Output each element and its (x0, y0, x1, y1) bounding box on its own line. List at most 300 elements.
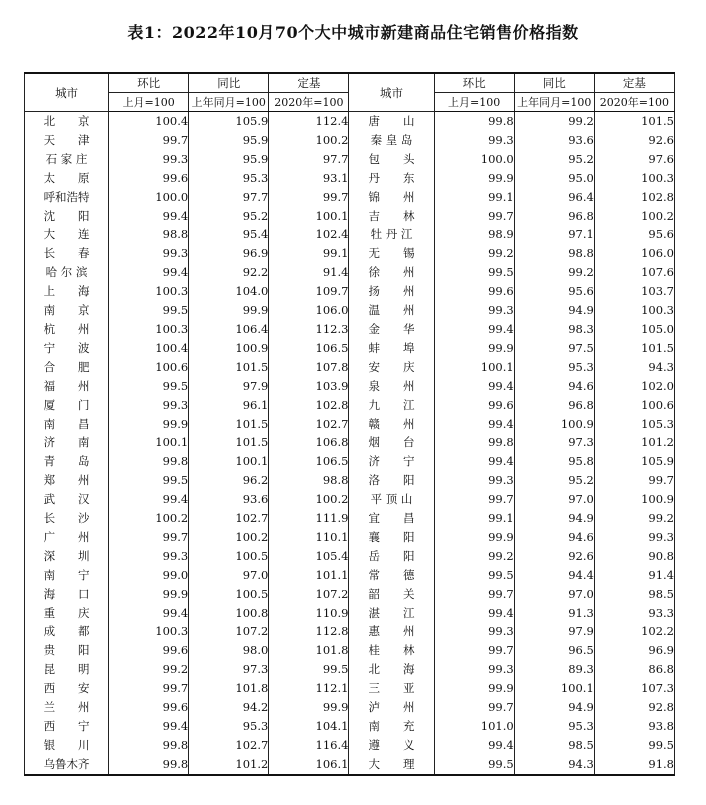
cell-dj-right: 107.6 (594, 263, 674, 282)
cell-dj-right: 102.8 (594, 188, 674, 207)
table-row (25, 679, 675, 698)
cell-city-left: 南 宁 (25, 566, 109, 585)
cell-hb-left: 99.6 (109, 169, 189, 188)
cell-hb-left: 99.5 (109, 377, 189, 396)
cell-hb-left: 99.3 (109, 150, 189, 169)
table-row (25, 112, 675, 131)
cell-hb-right: 99.8 (434, 433, 514, 452)
cell-dj-left: 99.9 (269, 698, 349, 717)
cell-city-left: 南 昌 (25, 415, 109, 434)
cell-city-left: 广 州 (25, 528, 109, 547)
header-hb-right: 环比 (434, 73, 514, 93)
cell-tb-right: 89.3 (514, 660, 594, 679)
table-row (25, 131, 675, 150)
cell-city-right: 丹 东 (349, 169, 434, 188)
cell-hb-left: 99.3 (109, 547, 189, 566)
cell-tb-left: 102.7 (189, 509, 269, 528)
cell-city-right: 无 锡 (349, 244, 434, 263)
cell-city-right: 宜 昌 (349, 509, 434, 528)
cell-city-left: 深 圳 (25, 547, 109, 566)
cell-city-left: 西 宁 (25, 717, 109, 736)
cell-dj-left: 101.8 (269, 641, 349, 660)
cell-dj-right: 100.6 (594, 396, 674, 415)
cell-tb-left: 100.5 (189, 547, 269, 566)
cell-city-right: 蚌 埠 (349, 339, 434, 358)
cell-city-right: 安 庆 (349, 358, 434, 377)
table-row (25, 301, 675, 320)
cell-tb-left: 101.5 (189, 433, 269, 452)
cell-tb-right: 91.3 (514, 604, 594, 623)
cell-dj-right: 93.3 (594, 604, 674, 623)
cell-city-right: 遵 义 (349, 736, 434, 755)
cell-dj-right: 100.3 (594, 301, 674, 320)
header-dj-right: 定基 (594, 73, 674, 93)
cell-hb-right: 99.7 (434, 490, 514, 509)
cell-hb-right: 99.6 (434, 396, 514, 415)
cell-hb-right: 99.2 (434, 547, 514, 566)
cell-tb-left: 95.2 (189, 207, 269, 226)
cell-tb-right: 96.8 (514, 396, 594, 415)
cell-city-left: 乌鲁木齐 (25, 755, 109, 775)
cell-tb-right: 95.2 (514, 471, 594, 490)
cell-city-left: 沈 阳 (25, 207, 109, 226)
cell-dj-left: 106.8 (269, 433, 349, 452)
cell-hb-left: 99.4 (109, 263, 189, 282)
cell-city-right: 温 州 (349, 301, 434, 320)
cell-hb-right: 99.7 (434, 698, 514, 717)
cell-city-right: 南 充 (349, 717, 434, 736)
cell-tb-right: 94.9 (514, 698, 594, 717)
table-row (25, 452, 675, 471)
cell-tb-left: 101.5 (189, 358, 269, 377)
cell-tb-left: 97.7 (189, 188, 269, 207)
cell-hb-right: 99.5 (434, 755, 514, 775)
cell-tb-right: 95.8 (514, 452, 594, 471)
cell-dj-right: 105.0 (594, 320, 674, 339)
cell-hb-right: 99.7 (434, 585, 514, 604)
cell-city-right: 吉 林 (349, 207, 434, 226)
cell-hb-left: 99.8 (109, 452, 189, 471)
cell-city-left: 贵 阳 (25, 641, 109, 660)
cell-tb-left: 95.9 (189, 131, 269, 150)
table-header (25, 73, 675, 112)
cell-tb-left: 100.8 (189, 604, 269, 623)
cell-dj-right: 92.8 (594, 698, 674, 717)
cell-dj-left: 91.4 (269, 263, 349, 282)
header-dj-left: 定基 (269, 73, 349, 93)
cell-hb-right: 99.4 (434, 736, 514, 755)
table-row (25, 717, 675, 736)
cell-tb-right: 95.3 (514, 358, 594, 377)
cell-tb-left: 93.6 (189, 490, 269, 509)
cell-city-right: 金 华 (349, 320, 434, 339)
cell-hb-right: 99.4 (434, 452, 514, 471)
table-row (25, 433, 675, 452)
cell-tb-right: 97.5 (514, 339, 594, 358)
cell-dj-right: 93.8 (594, 717, 674, 736)
header-city-left: 城市 (25, 73, 109, 112)
cell-hb-left: 99.7 (109, 679, 189, 698)
cell-hb-left: 100.3 (109, 320, 189, 339)
cell-city-left: 重 庆 (25, 604, 109, 623)
header-city-right: 城市 (349, 73, 434, 112)
price-index-table (24, 72, 675, 776)
cell-dj-left: 97.7 (269, 150, 349, 169)
cell-city-left: 宁 波 (25, 339, 109, 358)
table-row (25, 339, 675, 358)
cell-city-left: 济 南 (25, 433, 109, 452)
cell-city-right: 三 亚 (349, 679, 434, 698)
cell-city-right: 岳 阳 (349, 547, 434, 566)
cell-tb-right: 95.0 (514, 169, 594, 188)
cell-city-right: 襄 阳 (349, 528, 434, 547)
table-row (25, 736, 675, 755)
cell-tb-left: 106.4 (189, 320, 269, 339)
table-row (25, 169, 675, 188)
table-row (25, 528, 675, 547)
cell-dj-left: 106.5 (269, 452, 349, 471)
cell-tb-right: 99.2 (514, 112, 594, 131)
cell-hb-right: 99.4 (434, 320, 514, 339)
cell-hb-right: 99.1 (434, 509, 514, 528)
cell-hb-left: 100.3 (109, 282, 189, 301)
table-title: 表1：2022年10月70个大中城市新建商品住宅销售价格指数 (127, 23, 579, 42)
cell-hb-right: 99.5 (434, 263, 514, 282)
cell-hb-right: 99.7 (434, 207, 514, 226)
cell-city-right: 牡 丹 江 (349, 225, 434, 244)
cell-tb-right: 93.6 (514, 131, 594, 150)
cell-hb-left: 99.9 (109, 415, 189, 434)
cell-city-right: 惠 州 (349, 622, 434, 641)
table-row (25, 188, 675, 207)
cell-city-right: 济 宁 (349, 452, 434, 471)
cell-city-right: 平 顶 山 (349, 490, 434, 509)
cell-city-right: 唐 山 (349, 112, 434, 131)
cell-hb-left: 99.0 (109, 566, 189, 585)
cell-tb-right: 94.3 (514, 755, 594, 775)
cell-city-right: 包 头 (349, 150, 434, 169)
cell-tb-left: 97.3 (189, 660, 269, 679)
cell-hb-left: 99.4 (109, 604, 189, 623)
cell-city-right: 泸 州 (349, 698, 434, 717)
cell-tb-left: 96.2 (189, 471, 269, 490)
cell-dj-left: 93.1 (269, 169, 349, 188)
table-row (25, 471, 675, 490)
cell-hb-left: 99.3 (109, 244, 189, 263)
cell-hb-right: 99.3 (434, 131, 514, 150)
table-row (25, 641, 675, 660)
cell-city-right: 北 海 (349, 660, 434, 679)
cell-hb-left: 99.5 (109, 301, 189, 320)
cell-tb-left: 92.2 (189, 263, 269, 282)
cell-tb-right: 99.2 (514, 263, 594, 282)
cell-dj-left: 100.1 (269, 207, 349, 226)
cell-dj-left: 110.9 (269, 604, 349, 623)
cell-tb-left: 97.9 (189, 377, 269, 396)
cell-hb-left: 100.1 (109, 433, 189, 452)
cell-hb-right: 99.9 (434, 169, 514, 188)
table-row (25, 358, 675, 377)
cell-city-left: 合 肥 (25, 358, 109, 377)
cell-dj-left: 112.1 (269, 679, 349, 698)
header-hb-sub-left: 上月=100 (109, 93, 189, 112)
cell-hb-right: 99.5 (434, 566, 514, 585)
cell-dj-right: 94.3 (594, 358, 674, 377)
cell-hb-right: 99.4 (434, 415, 514, 434)
cell-dj-left: 116.4 (269, 736, 349, 755)
table-row (25, 547, 675, 566)
cell-city-left: 青 岛 (25, 452, 109, 471)
cell-hb-left: 99.3 (109, 396, 189, 415)
cell-hb-left: 99.4 (109, 207, 189, 226)
cell-tb-left: 104.0 (189, 282, 269, 301)
cell-city-right: 烟 台 (349, 433, 434, 452)
table-row (25, 396, 675, 415)
cell-dj-right: 107.3 (594, 679, 674, 698)
cell-hb-left: 99.7 (109, 528, 189, 547)
cell-hb-right: 100.1 (434, 358, 514, 377)
cell-dj-left: 100.2 (269, 131, 349, 150)
cell-dj-left: 112.8 (269, 622, 349, 641)
cell-hb-right: 99.8 (434, 112, 514, 131)
cell-dj-left: 106.1 (269, 755, 349, 775)
cell-hb-left: 99.9 (109, 585, 189, 604)
cell-hb-right: 99.3 (434, 301, 514, 320)
cell-city-right: 桂 林 (349, 641, 434, 660)
cell-tb-right: 98.5 (514, 736, 594, 755)
cell-tb-right: 97.9 (514, 622, 594, 641)
cell-hb-right: 99.2 (434, 244, 514, 263)
cell-hb-left: 99.4 (109, 490, 189, 509)
cell-city-left: 上 海 (25, 282, 109, 301)
cell-dj-right: 98.5 (594, 585, 674, 604)
table-row (25, 415, 675, 434)
cell-tb-left: 100.5 (189, 585, 269, 604)
cell-city-left: 武 汉 (25, 490, 109, 509)
cell-dj-right: 103.7 (594, 282, 674, 301)
cell-dj-left: 99.5 (269, 660, 349, 679)
cell-dj-left: 112.3 (269, 320, 349, 339)
cell-dj-right: 99.2 (594, 509, 674, 528)
cell-tb-right: 95.2 (514, 150, 594, 169)
cell-tb-left: 100.1 (189, 452, 269, 471)
cell-city-left: 银 川 (25, 736, 109, 755)
cell-tb-right: 100.1 (514, 679, 594, 698)
cell-dj-right: 102.0 (594, 377, 674, 396)
cell-hb-right: 99.4 (434, 604, 514, 623)
cell-dj-left: 100.2 (269, 490, 349, 509)
cell-city-left: 杭 州 (25, 320, 109, 339)
cell-tb-right: 95.3 (514, 717, 594, 736)
cell-tb-left: 105.9 (189, 112, 269, 131)
table-row (25, 263, 675, 282)
cell-tb-right: 94.6 (514, 377, 594, 396)
cell-tb-right: 97.1 (514, 225, 594, 244)
table-row (25, 566, 675, 585)
cell-tb-left: 95.4 (189, 225, 269, 244)
cell-hb-right: 99.3 (434, 471, 514, 490)
cell-tb-right: 94.4 (514, 566, 594, 585)
cell-dj-right: 106.0 (594, 244, 674, 263)
cell-city-left: 大 连 (25, 225, 109, 244)
cell-dj-left: 110.1 (269, 528, 349, 547)
cell-hb-left: 99.6 (109, 641, 189, 660)
header-dj-sub-right: 2020年=100 (594, 93, 674, 112)
cell-dj-right: 95.6 (594, 225, 674, 244)
cell-dj-right: 101.2 (594, 433, 674, 452)
cell-dj-right: 102.2 (594, 622, 674, 641)
cell-hb-left: 98.8 (109, 225, 189, 244)
cell-tb-left: 95.3 (189, 169, 269, 188)
cell-tb-left: 101.8 (189, 679, 269, 698)
cell-tb-right: 98.8 (514, 244, 594, 263)
cell-city-left: 南 京 (25, 301, 109, 320)
cell-city-right: 徐 州 (349, 263, 434, 282)
cell-dj-left: 104.1 (269, 717, 349, 736)
table-row (25, 282, 675, 301)
cell-city-left: 厦 门 (25, 396, 109, 415)
cell-dj-left: 106.0 (269, 301, 349, 320)
cell-dj-right: 90.8 (594, 547, 674, 566)
cell-hb-left: 99.4 (109, 717, 189, 736)
cell-city-right: 赣 州 (349, 415, 434, 434)
cell-city-right: 大 理 (349, 755, 434, 775)
cell-hb-left: 99.5 (109, 471, 189, 490)
header-hb-left: 环比 (109, 73, 189, 93)
cell-hb-right: 99.7 (434, 641, 514, 660)
cell-dj-right: 91.8 (594, 755, 674, 775)
header-tb-left: 同比 (189, 73, 269, 93)
cell-tb-right: 94.9 (514, 509, 594, 528)
cell-dj-left: 102.7 (269, 415, 349, 434)
cell-tb-left: 100.2 (189, 528, 269, 547)
table-row (25, 585, 675, 604)
cell-city-left: 兰 州 (25, 698, 109, 717)
cell-dj-left: 99.7 (269, 188, 349, 207)
cell-hb-right: 99.9 (434, 679, 514, 698)
cell-tb-left: 95.3 (189, 717, 269, 736)
cell-tb-left: 101.5 (189, 415, 269, 434)
cell-hb-left: 100.0 (109, 188, 189, 207)
cell-hb-left: 99.7 (109, 131, 189, 150)
cell-hb-left: 99.2 (109, 660, 189, 679)
cell-hb-left: 99.8 (109, 755, 189, 775)
cell-city-left: 哈 尔 滨 (25, 263, 109, 282)
cell-tb-left: 101.2 (189, 755, 269, 775)
cell-city-left: 昆 明 (25, 660, 109, 679)
cell-tb-left: 96.1 (189, 396, 269, 415)
cell-tb-right: 94.9 (514, 301, 594, 320)
cell-tb-right: 98.3 (514, 320, 594, 339)
cell-hb-right: 98.9 (434, 225, 514, 244)
cell-tb-right: 96.8 (514, 207, 594, 226)
cell-city-right: 湛 江 (349, 604, 434, 623)
table-row (25, 207, 675, 226)
table-row (25, 622, 675, 641)
cell-city-left: 石 家 庄 (25, 150, 109, 169)
cell-tb-right: 97.0 (514, 585, 594, 604)
cell-city-left: 郑 州 (25, 471, 109, 490)
table-row (25, 755, 675, 775)
cell-tb-right: 97.3 (514, 433, 594, 452)
header-hb-sub-right: 上月=100 (434, 93, 514, 112)
cell-tb-right: 97.0 (514, 490, 594, 509)
cell-hb-right: 99.1 (434, 188, 514, 207)
cell-hb-right: 99.4 (434, 377, 514, 396)
header-tb-sub-right: 上年同月=100 (514, 93, 594, 112)
cropped-footer-line (150, 798, 550, 805)
cell-tb-left: 100.9 (189, 339, 269, 358)
cell-hb-right: 100.0 (434, 150, 514, 169)
cell-city-left: 天 津 (25, 131, 109, 150)
cell-dj-left: 99.1 (269, 244, 349, 263)
cell-dj-right: 100.3 (594, 169, 674, 188)
cell-hb-right: 101.0 (434, 717, 514, 736)
cell-tb-left: 107.2 (189, 622, 269, 641)
cell-dj-right: 105.3 (594, 415, 674, 434)
cell-city-right: 韶 关 (349, 585, 434, 604)
table-row (25, 150, 675, 169)
cell-city-left: 呼和浩特 (25, 188, 109, 207)
cell-tb-left: 97.0 (189, 566, 269, 585)
cell-tb-left: 96.9 (189, 244, 269, 263)
table-row (25, 377, 675, 396)
table-row (25, 320, 675, 339)
cell-dj-left: 102.8 (269, 396, 349, 415)
cell-dj-right: 92.6 (594, 131, 674, 150)
cell-tb-right: 94.6 (514, 528, 594, 547)
cell-dj-right: 97.6 (594, 150, 674, 169)
cell-hb-right: 99.3 (434, 660, 514, 679)
cell-city-left: 太 原 (25, 169, 109, 188)
cell-city-right: 洛 阳 (349, 471, 434, 490)
cell-dj-right: 100.2 (594, 207, 674, 226)
cell-tb-left: 94.2 (189, 698, 269, 717)
cell-city-left: 西 安 (25, 679, 109, 698)
cell-hb-left: 99.8 (109, 736, 189, 755)
cell-dj-right: 100.9 (594, 490, 674, 509)
cell-dj-left: 111.9 (269, 509, 349, 528)
table-body (25, 112, 675, 775)
cell-city-left: 北 京 (25, 112, 109, 131)
cell-hb-left: 99.6 (109, 698, 189, 717)
cell-hb-left: 100.6 (109, 358, 189, 377)
cell-dj-right: 99.7 (594, 471, 674, 490)
cell-tb-left: 98.0 (189, 641, 269, 660)
cell-tb-right: 92.6 (514, 547, 594, 566)
cell-hb-right: 99.9 (434, 528, 514, 547)
cell-tb-right: 100.9 (514, 415, 594, 434)
cell-tb-left: 95.9 (189, 150, 269, 169)
cell-dj-left: 109.7 (269, 282, 349, 301)
cell-tb-right: 96.5 (514, 641, 594, 660)
cell-hb-right: 99.6 (434, 282, 514, 301)
cell-city-left: 福 州 (25, 377, 109, 396)
header-tb-right: 同比 (514, 73, 594, 93)
cell-city-right: 常 德 (349, 566, 434, 585)
table-row (25, 604, 675, 623)
cell-hb-right: 99.3 (434, 622, 514, 641)
cell-city-left: 成 都 (25, 622, 109, 641)
cell-dj-left: 101.1 (269, 566, 349, 585)
cell-city-right: 锦 州 (349, 188, 434, 207)
table-row (25, 509, 675, 528)
cell-dj-left: 106.5 (269, 339, 349, 358)
table-row (25, 490, 675, 509)
cell-city-right: 扬 州 (349, 282, 434, 301)
cell-tb-left: 99.9 (189, 301, 269, 320)
cell-dj-left: 103.9 (269, 377, 349, 396)
